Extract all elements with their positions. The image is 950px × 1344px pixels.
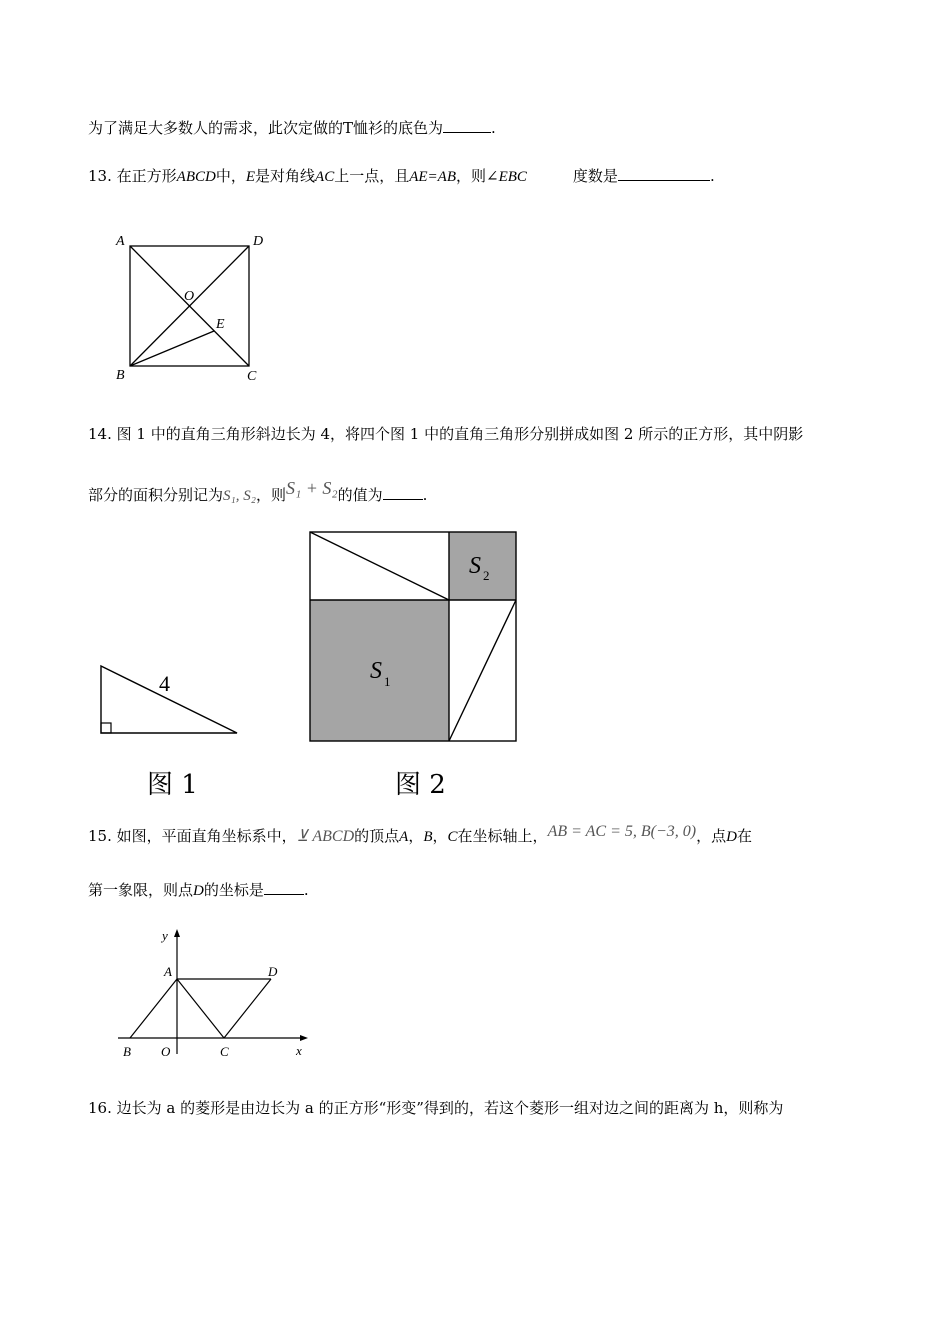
q13-var: ABCD (176, 169, 216, 185)
q12-line (88, 118, 496, 138)
q15-line2 (88, 880, 309, 901)
q13-var: AE=AB (409, 169, 456, 185)
q14-text: 部分的面积分别记为 (88, 486, 224, 504)
s2-label: S (469, 553, 481, 579)
segment-ba (130, 979, 177, 1038)
q13-var: EBC (498, 169, 527, 185)
q14-math: S₁ + S₂ (285, 478, 338, 498)
q13-figure (110, 228, 280, 388)
q14-end: . (422, 486, 428, 504)
q12-answer-blank[interactable] (443, 118, 491, 133)
q15-text: 的坐标是 (203, 881, 264, 899)
q15-text: ， (408, 827, 424, 845)
q15-end: . (303, 881, 309, 899)
s2-shaded-square (449, 532, 516, 600)
q13-var: E (245, 169, 256, 185)
segment-dc (224, 979, 271, 1038)
label-e: E (216, 317, 225, 332)
q15-math: ⊻ ABCD (296, 828, 355, 845)
q13-text: 中， (215, 167, 246, 185)
q15-text: 在坐标轴上， (457, 827, 548, 845)
q13-text: 上一点，且 (334, 167, 410, 185)
q13-answer-blank[interactable] (618, 166, 710, 181)
q14-text: 的值为 (337, 486, 383, 504)
q15-number: 15. (88, 827, 112, 845)
q12-end: . (491, 119, 496, 137)
segment-be (130, 331, 214, 366)
label-a: A (116, 234, 125, 249)
q15-var: C (447, 829, 458, 845)
q15-var: D (726, 829, 737, 845)
q15-text: ，点 (696, 827, 727, 845)
q14-line2 (88, 478, 428, 506)
q16-text: 边长为 a 的菱形是由边长为 a 的正方形“形变”得到的，若这个菱形一组对边之间的距离为 h，则称为 (116, 1099, 784, 1117)
label-x: x (296, 1043, 302, 1058)
s2-sub: 2 (483, 568, 490, 583)
right-triangle-hyp (449, 600, 516, 741)
q13-line (88, 166, 715, 187)
label-d: D (253, 234, 264, 249)
label-b: B (116, 368, 125, 383)
q15-answer-blank[interactable] (264, 880, 304, 895)
q14-text: 图 1 中的直角三角形斜边长为 4，将四个图 1 中的直角三角形分别拼成如图 2 所示的正方形，其中阴影 (116, 425, 804, 443)
label-d: D (268, 964, 278, 979)
q15-text: 在 (736, 827, 752, 845)
label-b: B (123, 1044, 131, 1059)
q13-text: 是对角线 (255, 167, 316, 185)
q14-figure2 (309, 531, 519, 744)
label-c: C (220, 1044, 229, 1059)
s1-sub: 1 (384, 674, 391, 689)
q14-figure1 (95, 660, 245, 740)
q14-number: 14. (88, 425, 112, 443)
q14-text: ，则 (255, 486, 286, 504)
label-c: C (247, 369, 257, 384)
s1-label: S (370, 658, 382, 684)
q14-answer-blank[interactable] (383, 485, 423, 500)
label-a: A (164, 964, 172, 979)
x-axis-arrow (300, 1035, 308, 1041)
label-o: O (184, 289, 195, 304)
q15-figure (116, 926, 316, 1066)
segment-ac (177, 979, 224, 1038)
q12-text: 为了满足大多数人的需求，此次定做的T恤衫的底色为 (88, 119, 444, 137)
q14-math: S₁, S₂ (223, 488, 256, 504)
fig1-caption: 图 1 (147, 770, 198, 800)
q15-text: ， (432, 827, 448, 845)
q13-text: ，则∠ (456, 167, 499, 185)
q13-text: 度数是 (572, 167, 618, 185)
q15-var: A (399, 829, 409, 845)
y-axis-arrow (174, 929, 180, 937)
q16-line (88, 1098, 783, 1118)
label-y: y (162, 928, 168, 943)
q13-number: 13. (88, 167, 112, 185)
top-triangle-hyp (310, 532, 449, 600)
fig2-caption: 图 2 (395, 770, 446, 800)
q15-math: AB = AC = 5, B(−3, 0) (547, 823, 697, 840)
label-o: O (161, 1044, 171, 1059)
q13-end: . (709, 167, 715, 185)
q13-var: AC (315, 169, 335, 185)
q14-line1 (88, 424, 803, 444)
q16-number: 16. (88, 1099, 112, 1117)
q15-var: D (193, 883, 204, 899)
q13-text: 在正方形 (116, 167, 177, 185)
q15-text: 第一象限，则点 (88, 881, 194, 899)
q15-var: B (423, 829, 433, 845)
q15-text: 如图，平面直角坐标系中， (116, 827, 297, 845)
q15-line1 (88, 823, 752, 847)
right-angle-mark (101, 723, 111, 733)
q15-text: 的顶点 (354, 827, 400, 845)
hypotenuse-label: 4 (159, 671, 170, 696)
